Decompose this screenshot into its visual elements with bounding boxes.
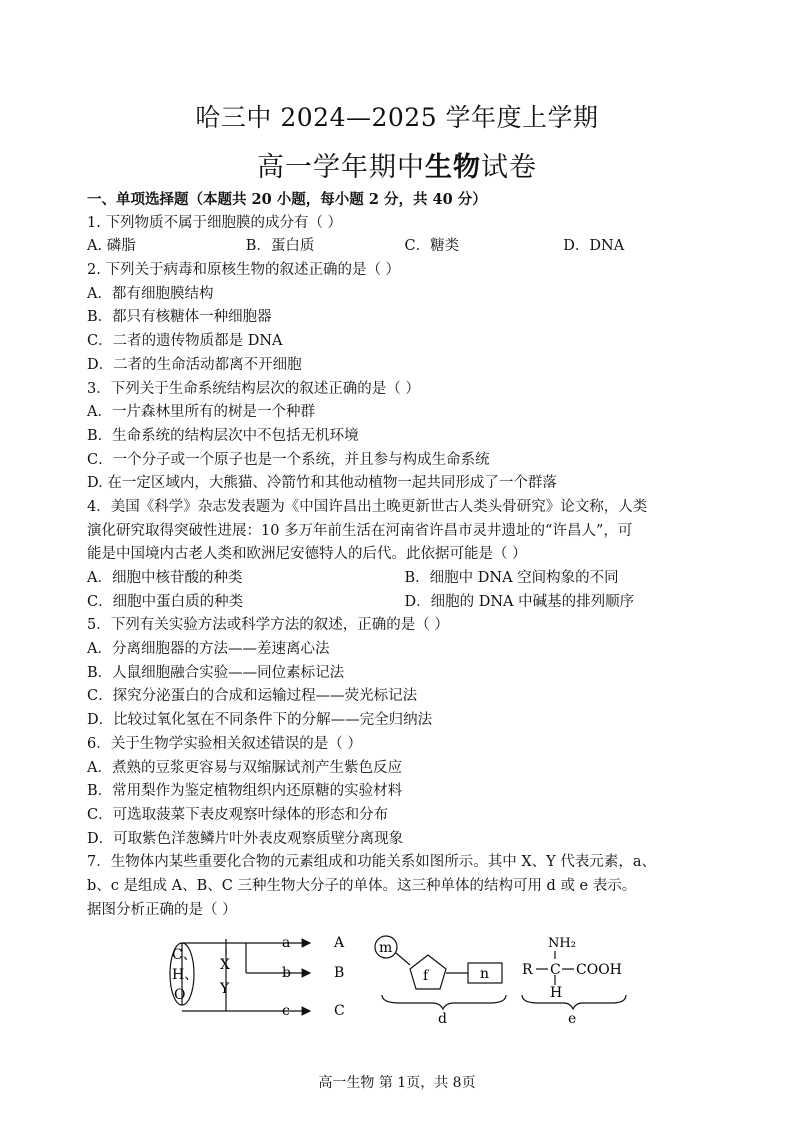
monomer-a: a xyxy=(282,935,291,951)
option-c: C．细胞中蛋白质的种类 xyxy=(87,593,244,610)
question-1-stem: 1. 下列物质不属于细胞膜的成分有（ ） xyxy=(87,214,343,231)
question-5-stem: 5．下列有关实验方法或科学方法的叙述，正确的是（ ） xyxy=(87,617,449,634)
option-b: B．细胞中 DNA 空间构象的不同 xyxy=(404,570,619,586)
question-1-options xyxy=(87,235,722,259)
question-4-stem-line-3: 能是中国境内古老人类和欧洲尼安德特人的后代。此依据可能是（ ） xyxy=(87,546,527,563)
label-d: d xyxy=(438,1011,447,1025)
section-heading: 一、单项选择题（本题共 20 小题，每小题 2 分，共 40 分） xyxy=(87,191,487,208)
macro-a: A xyxy=(334,935,345,951)
monomer-c: c xyxy=(282,1003,290,1019)
question-6-stem: 6．关于生物学实验相关叙述错误的是（ ） xyxy=(87,735,362,752)
subtitle-subject: 生物 xyxy=(425,152,481,183)
option-a: A．一片森林里所有的树是一个种群 xyxy=(87,404,315,421)
page-footer: 高一生物 第 1页，共 8页 xyxy=(318,1075,476,1091)
brace-e xyxy=(522,995,626,1009)
label-f: f xyxy=(423,968,429,984)
option-c: C．二者的遗传物质都是 DNA xyxy=(87,333,283,350)
label-e: e xyxy=(568,1011,577,1025)
question-4-stem-line-2: 演化研究取得突破性进展：10 多万年前生活在河南省许昌市灵井遗址的“许昌人”，可 xyxy=(87,522,633,539)
label-n: n xyxy=(480,966,490,982)
question-4-options-row-1 xyxy=(87,567,722,591)
option-c: C．一个分子或一个原子也是一个系统，并且参与构成生命系统 xyxy=(87,451,490,468)
monomer-b: b xyxy=(282,965,291,981)
option-b: B．都只有核糖体一种细胞器 xyxy=(87,309,272,326)
option-d: D．二者的生命活动都离不开细胞 xyxy=(87,356,302,373)
label-m: m xyxy=(379,940,393,956)
element-c: C、 xyxy=(172,947,197,963)
option-b: B．常用梨作为鉴定植物组织内还原糖的实验材料 xyxy=(87,783,403,800)
question-4-stem-line-1: 4．美国《科学》杂志发表题为《中国许昌出土晚更新世古人类头骨研究》论文称，人类 xyxy=(87,498,648,515)
question-7-stem-line-1: 7．生物体内某些重要化合物的元素组成和功能关系如图所示。其中 X、Y 代表元素，a、 xyxy=(87,854,656,871)
label-y: Y xyxy=(220,981,230,997)
subtitle-part1: 高一学年期中 xyxy=(257,152,425,183)
question-7-stem-line-2: b、c 是组成 A、B、C 三种生物大分子的单体。这三种单体的结构可用 d 或 e 表示。 xyxy=(87,877,637,894)
question-7-figure xyxy=(160,925,640,1025)
subtitle-part2: 试卷 xyxy=(481,152,537,183)
amino-nh2: NH₂ xyxy=(548,936,576,951)
label-x: X xyxy=(220,957,230,973)
option-b: B．蛋白质 xyxy=(245,238,315,255)
option-d: D．可取紫色洋葱鳞片叶外表皮观察质壁分离现象 xyxy=(87,830,404,847)
amino-c: C xyxy=(550,962,561,978)
option-a: A．煮熟的豆浆更容易与双缩脲试剂产生紫色反应 xyxy=(87,759,402,776)
element-o: O xyxy=(174,987,186,1003)
option-b: B．生命系统的结构层次中不包括无机环境 xyxy=(87,427,359,444)
option-a: A．细胞中核苷酸的种类 xyxy=(87,570,243,586)
option-c: C．糖类 xyxy=(404,238,460,255)
option-d: D. 在一定区域内，大熊猫、冷箭竹和其他动植物一起共同形成了一个群落 xyxy=(87,475,557,492)
option-d: D．细胞的 DNA 中碱基的排列顺序 xyxy=(404,593,635,610)
amino-cooh: COOH xyxy=(576,962,622,978)
exam-subtitle xyxy=(0,145,794,184)
macro-b: B xyxy=(334,965,345,981)
question-list xyxy=(87,188,722,922)
amino-h: H xyxy=(550,985,563,1001)
amino-r: R xyxy=(522,962,533,978)
option-d: D．DNA xyxy=(563,238,625,255)
question-7-stem-line-3: 据图分析正确的是（ ） xyxy=(87,901,237,918)
question-4-options-row-2 xyxy=(87,591,722,615)
option-c: C．探究分泌蛋白的合成和运输过程——荧光标记法 xyxy=(87,688,418,705)
macro-c: C xyxy=(334,1003,345,1019)
option-a: A. 磷脂 xyxy=(87,238,136,255)
figure-diagram xyxy=(160,925,640,1025)
brace-d xyxy=(382,995,506,1009)
question-3-stem: 3．下列关于生命系统结构层次的叙述正确的是（ ） xyxy=(87,380,420,397)
exam-title: 哈三中 2024—2025 学年度上学期 xyxy=(195,103,599,132)
question-2-stem: 2. 下列关于病毒和原核生物的叙述正确的是（ ） xyxy=(87,262,401,279)
option-b: B．人鼠细胞融合实验——同位素标记法 xyxy=(87,664,345,681)
option-a: A．分离细胞器的方法——差速离心法 xyxy=(87,641,330,658)
option-c: C．可选取菠菜下表皮观察叶绿体的形态和分布 xyxy=(87,806,389,823)
option-a: A．都有细胞膜结构 xyxy=(87,285,214,302)
option-d: D．比较过氧化氢在不同条件下的分解——完全归纳法 xyxy=(87,712,433,729)
element-h: H、 xyxy=(172,967,199,983)
